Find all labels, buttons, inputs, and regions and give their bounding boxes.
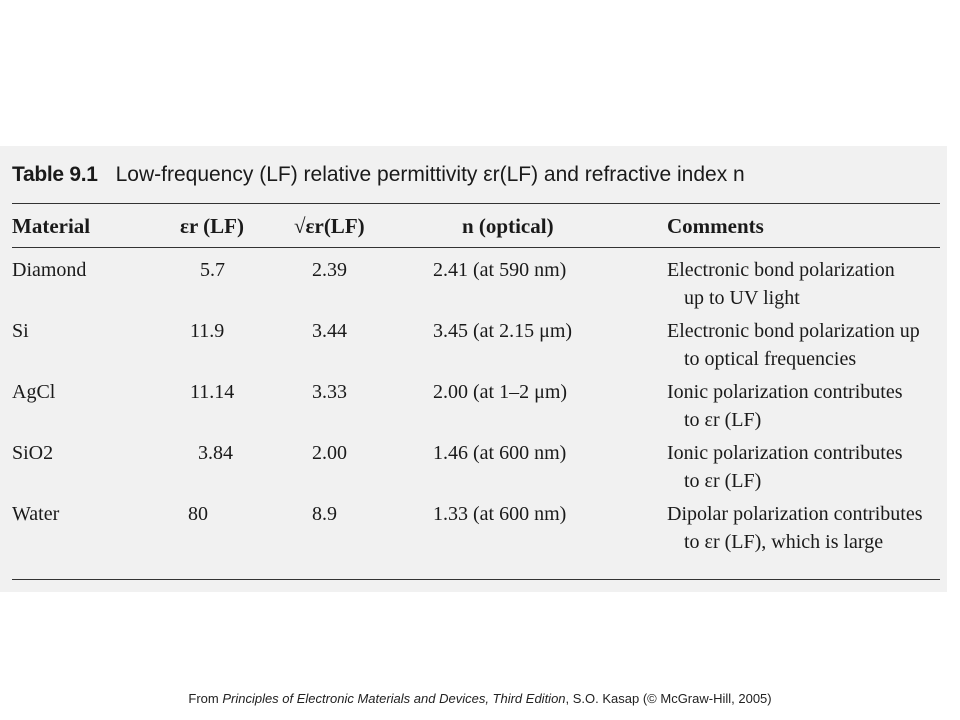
comment-line-2: to εr (LF), which is large bbox=[684, 531, 884, 553]
cell-material: Si bbox=[12, 320, 29, 342]
header-n: n (optical) bbox=[462, 214, 554, 238]
comment-line-1: Electronic bond polarization bbox=[667, 259, 895, 281]
cell-material: AgCl bbox=[12, 381, 56, 403]
citation-prefix: From bbox=[188, 691, 223, 706]
cell-comment bbox=[667, 439, 902, 495]
cell-n: 1.46 (at 600 nm) bbox=[433, 442, 567, 464]
comment-line-1: Dipolar polarization contributes bbox=[667, 503, 923, 525]
cell-eps: 3.84 bbox=[198, 442, 233, 464]
cell-eps: 11.14 bbox=[190, 381, 235, 403]
comment-line-2: to optical frequencies bbox=[684, 348, 857, 370]
cell-eps: 80 bbox=[188, 503, 208, 525]
cell-comment bbox=[667, 378, 902, 434]
citation-book: Principles of Electronic Materials and Devices, Third Edition bbox=[222, 691, 566, 706]
cell-sqrt: 8.9 bbox=[312, 503, 337, 525]
header-comments: Comments bbox=[667, 214, 764, 238]
cell-n: 2.41 (at 590 nm) bbox=[433, 259, 567, 281]
comment-line-2: up to UV light bbox=[684, 287, 800, 309]
comment-line-2: to εr (LF) bbox=[684, 470, 762, 492]
top-rule bbox=[12, 203, 940, 204]
header-rule bbox=[12, 247, 940, 248]
cell-n: 1.33 (at 600 nm) bbox=[433, 503, 567, 525]
header-material: Material bbox=[12, 214, 91, 238]
cell-material: SiO2 bbox=[12, 442, 54, 464]
cell-sqrt: 2.39 bbox=[312, 259, 347, 281]
cell-material: Diamond bbox=[12, 259, 87, 281]
cell-comment bbox=[667, 500, 922, 556]
table-caption: Low-frequency (LF) relative permittivity εr(LF) and refractive index n bbox=[115, 163, 745, 186]
table-label: Table 9.1 bbox=[12, 163, 98, 186]
comment-line-1: Ionic polarization contributes bbox=[667, 442, 903, 464]
cell-material: Water bbox=[12, 503, 60, 525]
comment-line-1: Ionic polarization contributes bbox=[667, 381, 903, 403]
citation-suffix: , S.O. Kasap (© McGraw-Hill, 2005) bbox=[565, 691, 772, 706]
cell-sqrt: 3.33 bbox=[312, 381, 347, 403]
cell-eps: 5.7 bbox=[200, 259, 225, 281]
cell-sqrt: 2.00 bbox=[312, 442, 347, 464]
table-title bbox=[12, 161, 745, 189]
cell-comment bbox=[667, 317, 920, 373]
comment-line-2: to εr (LF) bbox=[684, 409, 762, 431]
cell-eps: 11.9 bbox=[190, 320, 225, 342]
cell-comment bbox=[667, 256, 895, 312]
header-eps: εr (LF) bbox=[180, 214, 244, 238]
cell-sqrt: 3.44 bbox=[312, 320, 347, 342]
cell-n: 2.00 (at 1–2 μm) bbox=[433, 381, 568, 403]
source-citation bbox=[0, 691, 960, 706]
bottom-rule bbox=[12, 579, 940, 580]
cell-n: 3.45 (at 2.15 μm) bbox=[433, 320, 573, 342]
comment-line-1: Electronic bond polarization up bbox=[667, 320, 920, 342]
header-sqrt-eps: √εr(LF) bbox=[294, 214, 365, 238]
